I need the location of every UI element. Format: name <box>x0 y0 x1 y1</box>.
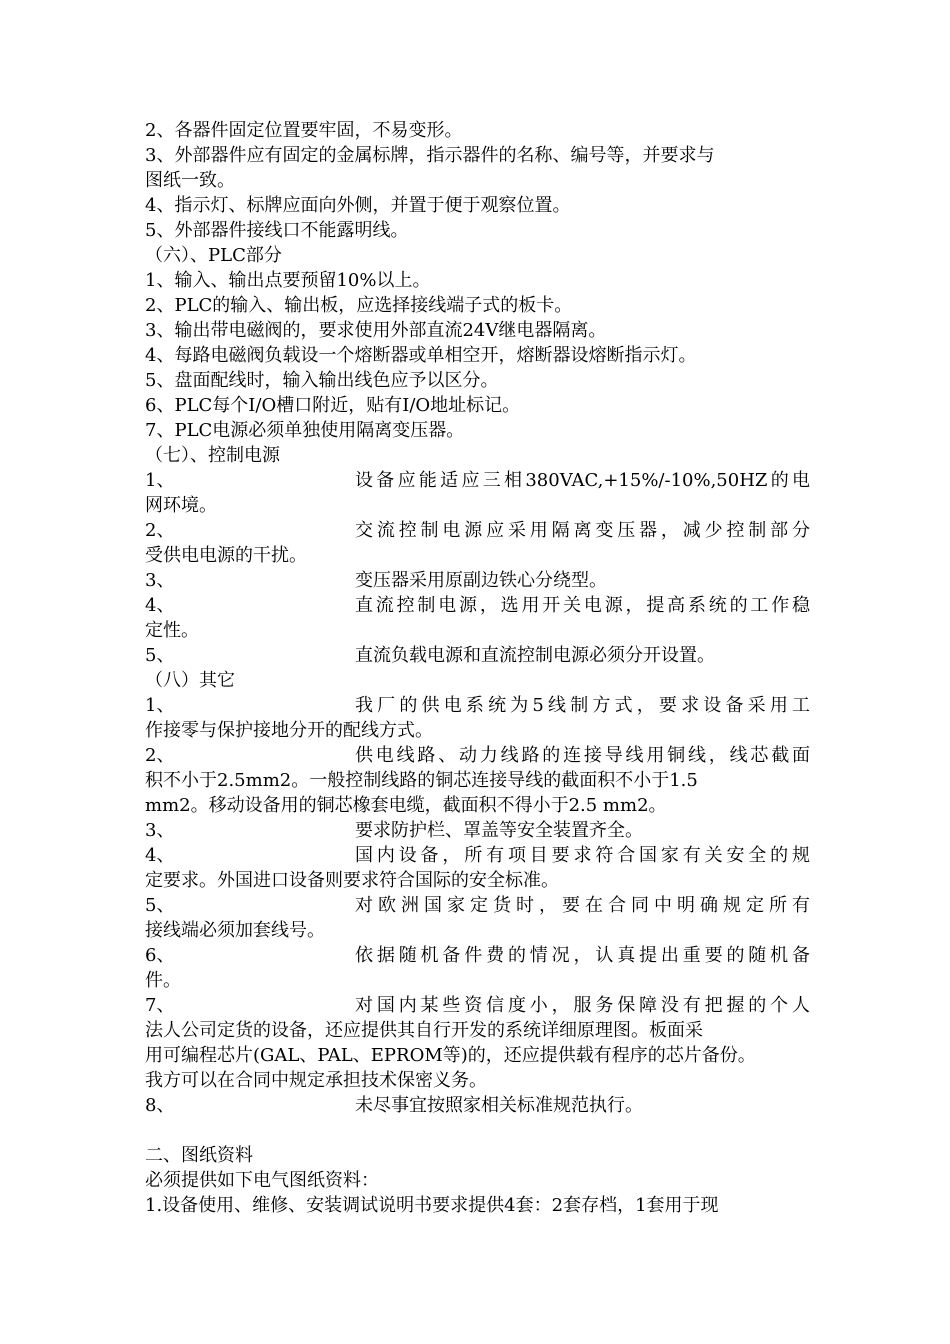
list-item-number: 4、 <box>145 845 175 866</box>
text-line: 7、PLC电源必须单独使用隔离变压器。 <box>145 420 465 441</box>
text-line: 4、每路电磁阀负载设一个熔断器或单相空开，熔断器设熔断指示灯。 <box>145 345 697 366</box>
document-body <box>145 118 810 1218</box>
text-line: 3、输出带电磁阀的，要求使用外部直流24V继电器隔离。 <box>145 320 607 341</box>
section-heading-drawings: 二、图纸资料 <box>145 1145 253 1166</box>
list-item-continuation: 法人公司定货的设备，还应提供其自行开发的系统详细原理图。板面采 <box>145 1020 703 1041</box>
list-item-continuation: 件。 <box>145 970 181 991</box>
list-item-text: 供电线路、动力线路的连接导线用铜线，线芯截面 <box>355 745 810 766</box>
list-item-continuation: 定要求。外国进口设备则要求符合国际的安全标准。 <box>145 870 559 891</box>
list-item-row <box>145 743 810 768</box>
list-item-text: 直流控制电源，选用开关电源，提高系统的工作稳 <box>355 595 810 616</box>
list-item-continuation: 积不小于2.5mm2。一般控制线路的铜芯连接导线的截面积不小于1.5 <box>145 770 698 791</box>
list-item-number: 5、 <box>145 895 175 916</box>
list-item-row <box>145 1093 810 1118</box>
list-item-row <box>145 693 810 718</box>
list-item-text: 我厂的供电系统为5线制方式，要求设备采用工 <box>355 695 810 716</box>
list-item-continuation: 我方可以在合同中规定承担技术保密义务。 <box>145 1070 487 1091</box>
list-item-row <box>145 568 810 593</box>
list-item-continuation: mm2。移动设备用的铜芯橡套电缆，截面积不得小于2.5 mm2。 <box>145 795 667 816</box>
list-item-continuation: 受供电电源的干扰。 <box>145 545 307 566</box>
list-item-number: 8、 <box>145 1095 175 1116</box>
list-item-row <box>145 818 810 843</box>
list-item-number: 4、 <box>145 595 175 616</box>
list-item-number: 5、 <box>145 645 175 666</box>
section-heading-control-power: （七）、控制电源 <box>145 445 280 466</box>
list-item-row <box>145 518 810 543</box>
list-item-row <box>145 593 810 618</box>
text-line: 1.设备使用、维修、安装调试说明书要求提供4套：2套存档，1套用于现 <box>145 1195 719 1216</box>
list-item-continuation: 作接零与保护接地分开的配线方式。 <box>145 720 433 741</box>
list-item-text: 依据随机备件费的情况，认真提出重要的随机备 <box>355 945 810 966</box>
list-item-number: 1、 <box>145 695 175 716</box>
text-line: 图纸一致。 <box>145 170 235 191</box>
list-item-number: 2、 <box>145 520 175 541</box>
list-item-continuation: 接线端必须加套线号。 <box>145 920 325 941</box>
list-item-row <box>145 893 810 918</box>
list-item-row <box>145 993 810 1018</box>
section-heading-others: （八）其它 <box>145 670 235 691</box>
list-item-number: 3、 <box>145 570 175 591</box>
text-line: 4、指示灯、标牌应面向外侧，并置于便于观察位置。 <box>145 195 571 216</box>
text-line: 2、PLC的输入、输出板，应选择接线端子式的板卡。 <box>145 295 573 316</box>
list-item-row <box>145 643 810 668</box>
text-line: 5、外部器件接线口不能露明线。 <box>145 220 409 241</box>
others-list <box>145 693 810 1118</box>
list-item-text: 交流控制电源应采用隔离变压器，减少控制部分 <box>355 520 810 541</box>
list-item-row <box>145 943 810 968</box>
list-item-continuation: 用可编程芯片(GAL、PAL、EPROM等)的，还应提供载有程序的芯片备份。 <box>145 1045 756 1066</box>
list-item-text: 直流负载电源和直流控制电源必须分开设置。 <box>355 645 715 666</box>
list-item-text: 要求防护栏、罩盖等安全装置齐全。 <box>355 820 643 841</box>
list-item-text: 未尽事宜按照家相关标准规范执行。 <box>355 1095 643 1116</box>
text-line: 5、盘面配线时，输入输出线色应予以区分。 <box>145 370 499 391</box>
list-item-text: 对国内某些资信度小，服务保障没有把握的个人 <box>355 995 810 1016</box>
list-item-text: 对欧洲国家定货时，要在合同中明确规定所有 <box>355 895 810 916</box>
list-item-number: 2、 <box>145 745 175 766</box>
list-item-text: 国内设备，所有项目要求符合国家有关安全的规 <box>355 845 810 866</box>
text-line: 3、外部器件应有固定的金属标牌，指示器件的名称、编号等，并要求与 <box>145 145 715 166</box>
section-heading-plc: （六）、PLC部分 <box>145 245 282 266</box>
text-line: 6、PLC每个I/O槽口附近，贴有I/O地址标记。 <box>145 395 521 416</box>
list-item-number: 1、 <box>145 470 175 491</box>
list-item-row <box>145 468 810 493</box>
list-item-number: 6、 <box>145 945 175 966</box>
list-item-text: 变压器采用原副边铁心分绕型。 <box>355 570 607 591</box>
text-line: 2、各器件固定位置要牢固，不易变形。 <box>145 120 463 141</box>
list-item-continuation: 定性。 <box>145 620 199 641</box>
list-item-number: 3、 <box>145 820 175 841</box>
control-power-list <box>145 468 810 668</box>
list-item-number: 7、 <box>145 995 175 1016</box>
list-item-row <box>145 843 810 868</box>
blank-line <box>145 1118 810 1143</box>
text-line: 必须提供如下电气图纸资料： <box>145 1170 379 1191</box>
list-item-text: 设备应能适应三相380VAC,+15%/-10%,50HZ的电 <box>355 470 810 491</box>
list-item-continuation: 网环境。 <box>145 495 217 516</box>
text-line: 1、输入、输出点要预留10%以上。 <box>145 270 431 291</box>
